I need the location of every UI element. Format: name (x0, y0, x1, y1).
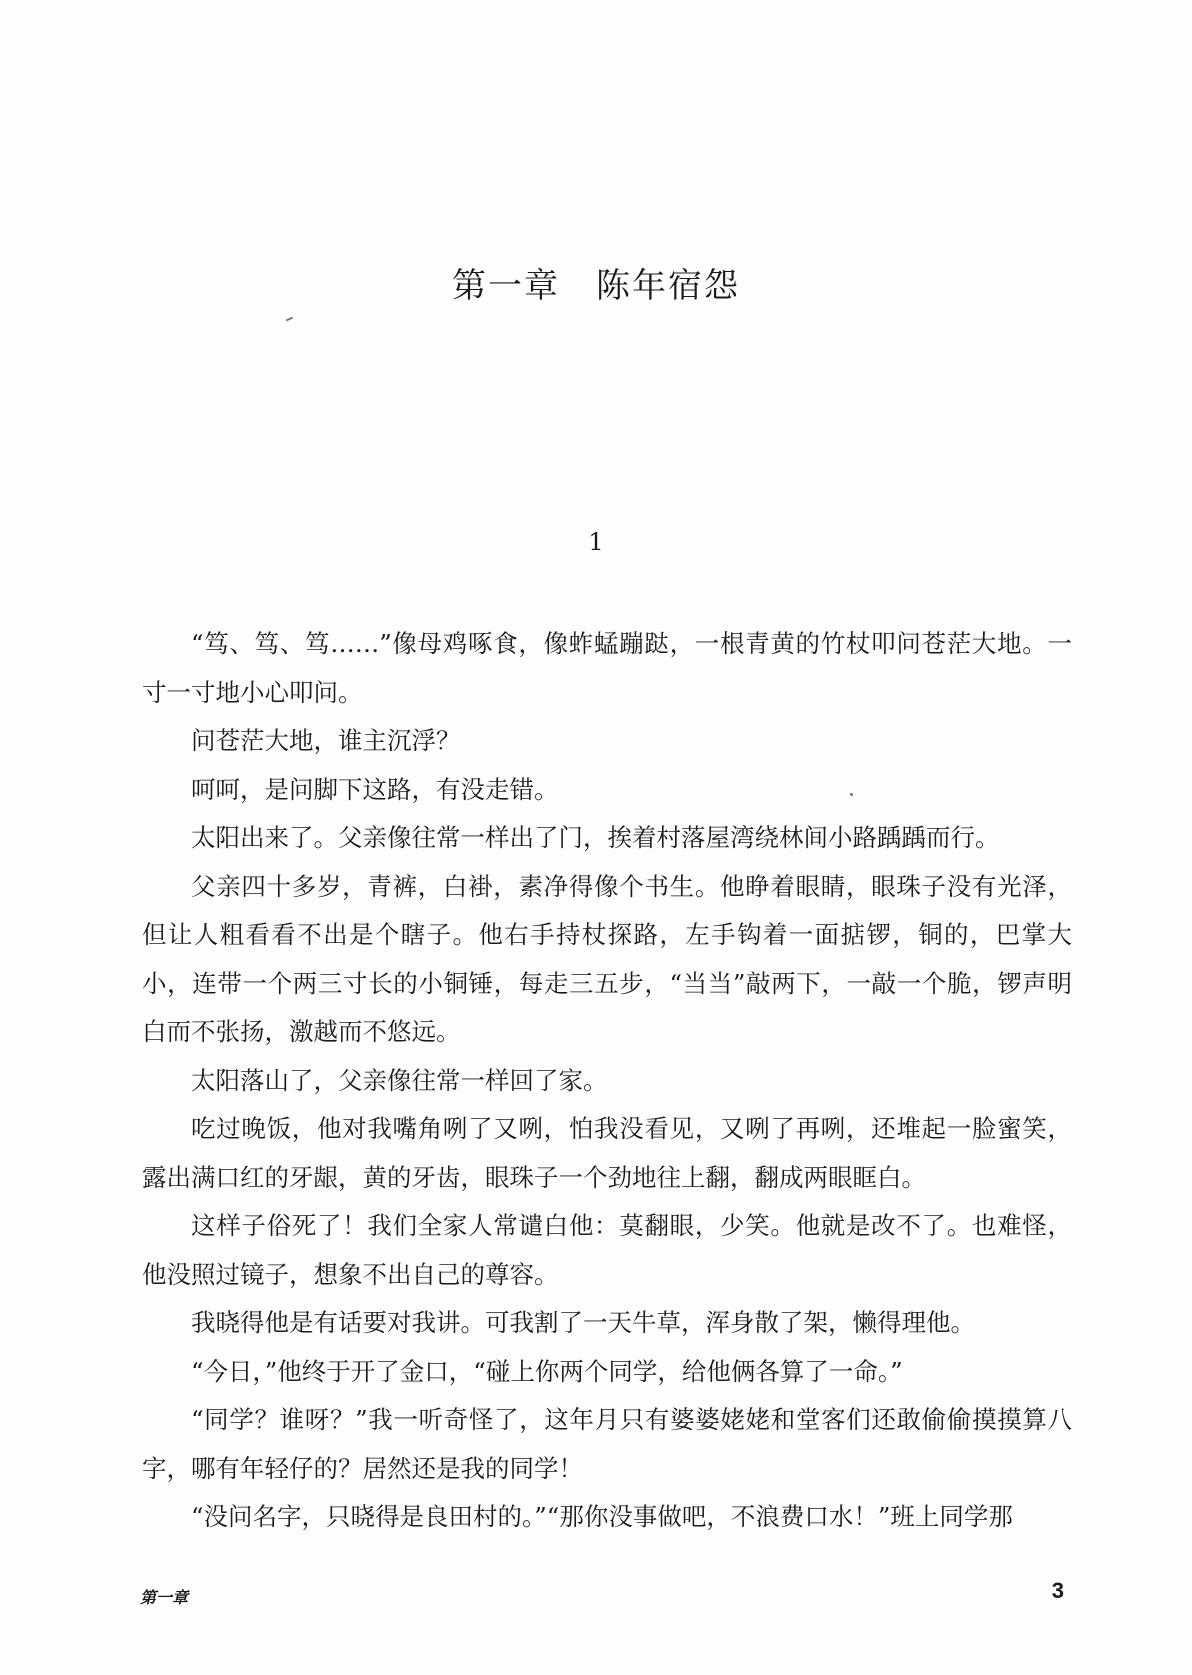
section-number: 1 (588, 528, 604, 556)
paragraph: 太阳出来了。父亲像往常一样出了门，挨着村落屋湾绕林间小路踽踽而行。 (191, 823, 1000, 852)
body-text (142, 620, 1072, 1542)
page-number: 3 (1051, 1578, 1064, 1603)
paragraph: 父亲四十多岁，青裤，白褂，素净得像个书生。他睁着眼睛，眼珠子没有光泽，但让人粗看看不出是个瞎子。他右手持杖探路，左手钩着一面掂锣，铜的，巴掌大小，连带一个两三寸长的小铜锤，每走三五步，“当当”敲两下，一敲一个脆，锣声明白而不张扬，激越而不悠远。 (142, 871, 1072, 1046)
chapter-title: 第一章 陈年宿怨 (452, 266, 740, 306)
scan-speck (286, 317, 293, 322)
paragraph: 我晓得他是有话要对我讲。可我割了一天牛草，浑身散了架，懒得理他。 (191, 1308, 975, 1337)
paragraph: 这样子俗死了！我们全家人常谴白他：莫翻眼，少笑。他就是改不了。也难怪，他没照过镜子，想象不出自己的尊容。 (142, 1211, 1072, 1289)
footer-chapter-label: 第一章 (140, 1588, 189, 1607)
paragraph: “同学？谁呀？”我一听奇怪了，这年月只有婆婆姥姥和堂客们还敢偷偷摸摸算八字，哪有年轻仔的？居然还是我的同学！ (142, 1405, 1072, 1483)
paragraph: “今日，”他终于开了金口，“碰上你两个同学，给他俩各算了一命。” (191, 1356, 903, 1386)
paragraph: 吃过晚饭，他对我嘴角咧了又咧，怕我没看见，又咧了再咧，还堆起一脸蜜笑，露出满口红的牙龈，黄的牙齿，眼珠子一个劲地往上翻，翻成两眼眶白。 (142, 1114, 1072, 1192)
scan-speck (850, 793, 853, 796)
paragraph: 呵呵，是问脚下这路，有没走错。 (191, 774, 559, 804)
paragraph: “没问名字，只晓得是良田村的。”“那你没事做吧，不浪费口水！”班上同学那 (191, 1502, 1013, 1531)
paragraph: 问苍茫大地，谁主沉浮？ (191, 726, 461, 755)
paragraph: 太阳落山了，父亲像往常一样回了家。 (191, 1065, 608, 1095)
paragraph: “笃、笃、笃……”像母鸡啄食，像蚱蜢蹦跶，一根青黄的竹杖叩问苍茫大地。一寸一寸地小心叩问。 (142, 629, 1072, 707)
